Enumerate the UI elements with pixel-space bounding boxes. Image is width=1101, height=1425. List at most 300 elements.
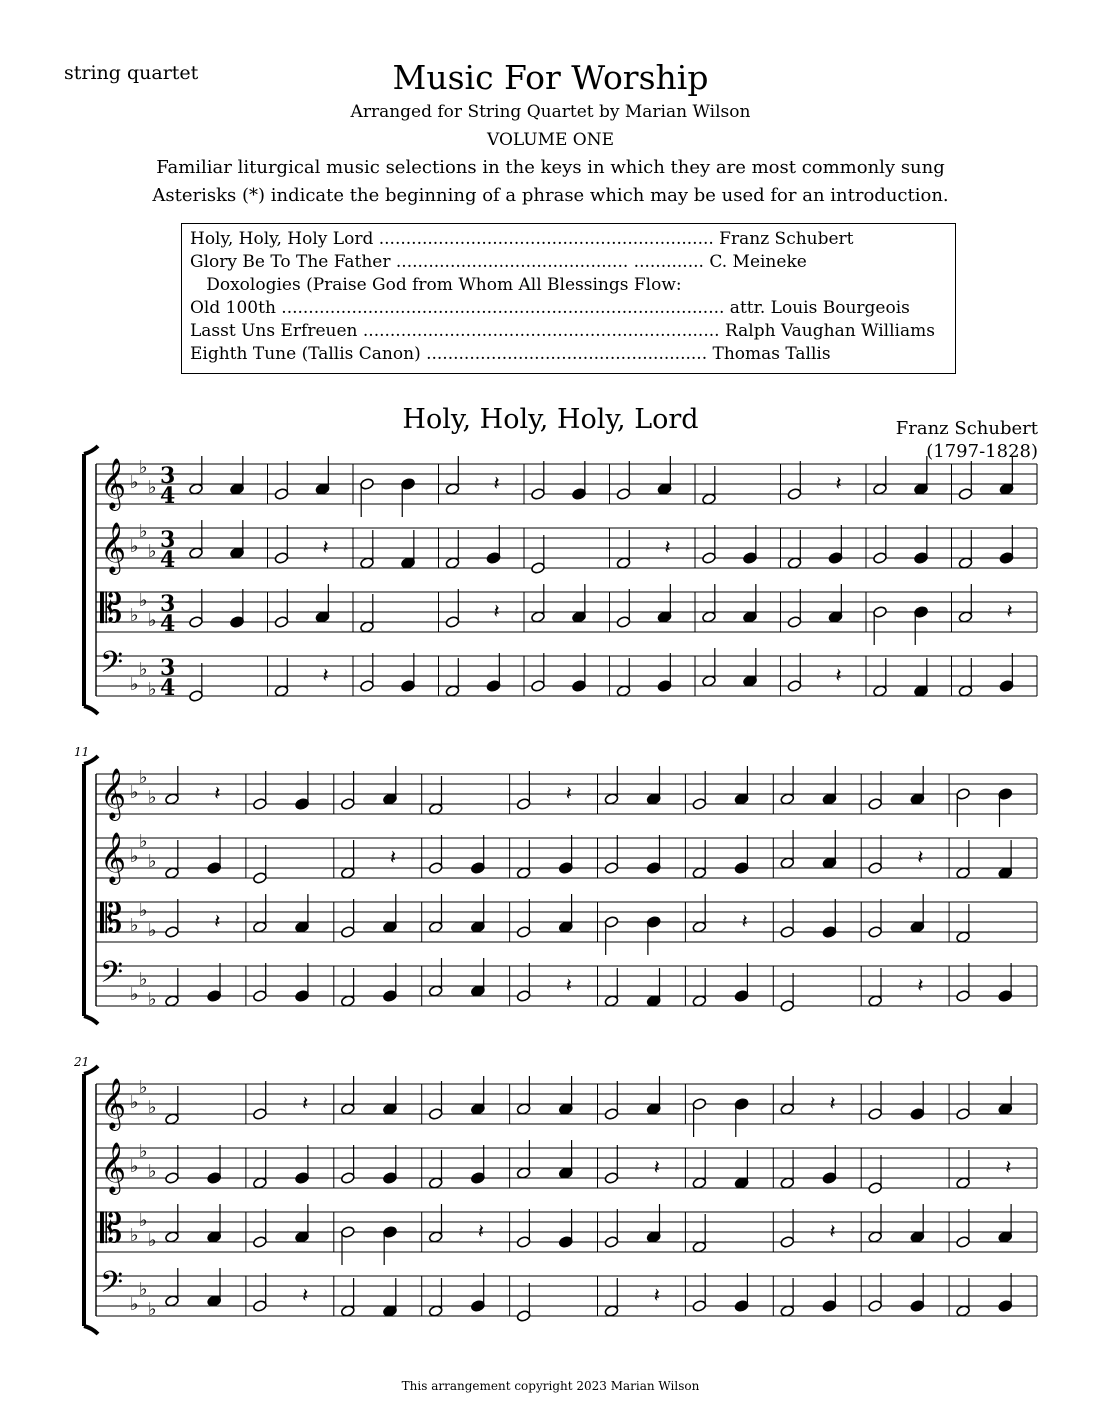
half-note xyxy=(787,488,802,501)
quarter-note xyxy=(743,552,758,565)
half-note xyxy=(445,616,460,629)
half-note xyxy=(428,1305,443,1318)
quarter-note xyxy=(999,483,1014,496)
half-note xyxy=(604,862,619,875)
half-note xyxy=(692,798,707,811)
alto-clef-icon: 𝄡 xyxy=(100,586,123,632)
half-note xyxy=(253,1177,268,1190)
half-note xyxy=(340,995,355,1008)
half-note xyxy=(868,798,883,811)
treble-clef-icon: 𝄞 xyxy=(100,768,127,819)
half-note xyxy=(165,926,180,939)
half-note xyxy=(873,685,888,698)
quarter-note xyxy=(914,685,929,698)
half-note xyxy=(253,1300,268,1313)
quarter-note xyxy=(230,483,245,496)
half-note xyxy=(956,867,971,880)
quarter-note xyxy=(657,680,672,693)
quarter-rest-icon: 𝄽 xyxy=(741,909,748,933)
half-note xyxy=(516,990,531,1003)
toc-entry: Holy, Holy, Holy Lord .............................................................. Franz Schubert xyxy=(190,229,854,249)
half-note xyxy=(428,1108,443,1121)
quarter-note xyxy=(910,1300,925,1313)
half-note xyxy=(780,793,795,806)
flat-sign-icon: ♭ xyxy=(130,536,139,557)
half-note xyxy=(165,1231,180,1244)
half-note xyxy=(780,1103,795,1116)
quarter-note xyxy=(486,680,501,693)
half-note xyxy=(445,483,460,496)
flat-sign-icon: ♭ xyxy=(139,1141,148,1162)
half-note xyxy=(340,1172,355,1185)
half-note xyxy=(692,1300,707,1313)
instrument-label: string quartet xyxy=(64,62,199,84)
flat-sign-icon: ♭ xyxy=(148,1230,157,1251)
quarter-note xyxy=(558,1236,573,1249)
half-note xyxy=(340,798,355,811)
half-note xyxy=(253,1108,268,1121)
flat-sign-icon: ♭ xyxy=(148,920,157,941)
half-note xyxy=(428,803,443,816)
quarter-note xyxy=(558,921,573,934)
half-note xyxy=(360,680,375,693)
flat-sign-icon: ♭ xyxy=(148,477,157,498)
half-note xyxy=(604,995,619,1008)
half-note xyxy=(702,611,717,624)
flat-sign-icon: ♭ xyxy=(148,541,157,562)
quarter-note xyxy=(734,793,749,806)
flat-sign-icon: ♭ xyxy=(130,1092,139,1113)
flat-sign-icon: ♭ xyxy=(139,831,148,852)
half-note xyxy=(516,1103,531,1116)
flat-sign-icon: ♭ xyxy=(130,605,139,626)
treble-clef-icon: 𝄞 xyxy=(100,522,127,573)
half-note xyxy=(692,1098,707,1111)
half-note xyxy=(165,867,180,880)
quarter-note xyxy=(646,995,661,1008)
quarter-note xyxy=(734,1300,749,1313)
quarter-note xyxy=(734,990,749,1003)
flat-sign-icon: ♭ xyxy=(139,1279,148,1300)
half-note xyxy=(360,557,375,570)
half-note xyxy=(445,557,460,570)
half-note xyxy=(340,1226,355,1239)
toc-entry: Lasst Uns Erfreuen .................................................................. Ralph Vaughan Williams xyxy=(190,321,935,341)
quarter-rest-icon: 𝄽 xyxy=(1005,1155,1012,1179)
quarter-note xyxy=(657,611,672,624)
quarter-note xyxy=(471,985,486,998)
quarter-rest-icon: 𝄽 xyxy=(1006,599,1013,623)
quarter-rest-icon: 𝄽 xyxy=(653,1155,660,1179)
quarter-note xyxy=(998,867,1013,880)
half-note xyxy=(702,552,717,565)
quarter-note xyxy=(471,1172,486,1185)
quarter-rest-icon: 𝄽 xyxy=(302,1283,309,1307)
quarter-note xyxy=(998,1300,1013,1313)
quarter-rest-icon: 𝄽 xyxy=(214,781,221,805)
half-note xyxy=(702,675,717,688)
quarter-note xyxy=(295,990,310,1003)
quarter-note xyxy=(558,1167,573,1180)
half-note xyxy=(604,793,619,806)
time-signature-numerator: 3 xyxy=(160,591,176,617)
quarter-note xyxy=(734,1098,749,1111)
quarter-note xyxy=(486,552,501,565)
half-note xyxy=(189,616,204,629)
quarter-note xyxy=(315,611,330,624)
half-note xyxy=(340,867,355,880)
alto-clef-icon: 𝄡 xyxy=(100,896,123,942)
quarter-note xyxy=(230,616,245,629)
time-signature-denominator: 4 xyxy=(160,547,176,573)
quarter-rest-icon: 𝄽 xyxy=(477,1219,485,1243)
half-note xyxy=(165,793,180,806)
quarter-note xyxy=(998,788,1013,801)
quarter-rest-icon: 𝄽 xyxy=(565,781,572,805)
half-note xyxy=(616,685,631,698)
half-note xyxy=(604,1305,619,1318)
quarter-rest-icon: 𝄽 xyxy=(917,973,924,997)
half-note xyxy=(958,488,973,501)
quarter-note xyxy=(822,926,837,939)
half-note xyxy=(604,1236,619,1249)
flat-sign-icon: ♭ xyxy=(139,590,148,611)
quarter-note xyxy=(230,547,245,560)
quarter-rest-icon: 𝄽 xyxy=(829,1091,836,1115)
quarter-note xyxy=(910,921,925,934)
half-note xyxy=(956,1108,971,1121)
quarter-note xyxy=(383,1305,398,1318)
half-note xyxy=(956,1305,971,1318)
time-signature-numerator: 3 xyxy=(160,655,176,681)
quarter-note xyxy=(558,862,573,875)
quarter-note xyxy=(743,611,758,624)
copyright-footer: This arrangement copyright 2023 Marian Wilson xyxy=(401,1379,700,1393)
flat-sign-icon: ♭ xyxy=(148,610,157,631)
quarter-note xyxy=(646,916,661,929)
flat-sign-icon: ♭ xyxy=(130,1294,139,1315)
half-note xyxy=(604,916,619,929)
half-note xyxy=(165,1172,180,1185)
quarter-note xyxy=(295,921,310,934)
flat-sign-icon: ♭ xyxy=(139,1077,148,1098)
time-signature-denominator: 4 xyxy=(160,483,176,509)
flat-sign-icon: ♭ xyxy=(148,1161,157,1182)
quarter-note xyxy=(828,552,843,565)
quarter-rest-icon: 𝄽 xyxy=(302,1091,309,1115)
flat-sign-icon: ♭ xyxy=(148,851,157,872)
half-note xyxy=(516,867,531,880)
treble-clef-icon: 𝄞 xyxy=(100,1142,127,1193)
half-note xyxy=(340,926,355,939)
quarter-note xyxy=(383,1103,398,1116)
half-note xyxy=(360,478,375,491)
quarter-note xyxy=(401,557,416,570)
quarter-rest-icon: 𝄽 xyxy=(389,845,397,869)
flat-sign-icon: ♭ xyxy=(130,846,139,867)
quarter-note xyxy=(207,1231,222,1244)
bar-number: 21 xyxy=(74,1055,90,1069)
quarter-rest-icon: 𝄽 xyxy=(653,1283,660,1307)
bass-clef-icon: 𝄢 xyxy=(100,1266,124,1307)
half-note xyxy=(873,552,888,565)
half-note xyxy=(165,1295,180,1308)
flat-sign-icon: ♭ xyxy=(130,472,139,493)
quarter-note xyxy=(383,793,398,806)
half-note xyxy=(604,1108,619,1121)
quarter-note xyxy=(383,990,398,1003)
quarter-note xyxy=(383,1172,398,1185)
flat-sign-icon: ♭ xyxy=(130,915,139,936)
half-note xyxy=(340,1305,355,1318)
volume-label: VOLUME ONE xyxy=(486,130,615,150)
half-note xyxy=(531,680,546,693)
half-note xyxy=(692,1241,707,1254)
flat-sign-icon: ♭ xyxy=(139,900,148,921)
half-note xyxy=(189,547,204,560)
half-note xyxy=(274,552,289,565)
half-note xyxy=(868,995,883,1008)
quarter-note xyxy=(315,483,330,496)
quarter-rest-icon: 𝄽 xyxy=(565,973,572,997)
half-note xyxy=(274,685,289,698)
quarter-note xyxy=(999,680,1014,693)
treble-clef-icon: 𝄞 xyxy=(100,832,127,883)
quarter-note xyxy=(910,1231,925,1244)
quarter-note xyxy=(295,1231,310,1244)
half-note xyxy=(445,685,460,698)
half-note xyxy=(428,985,443,998)
half-note xyxy=(253,798,268,811)
half-note xyxy=(616,557,631,570)
quarter-note xyxy=(646,1103,661,1116)
bass-clef-icon: 𝄢 xyxy=(100,956,124,997)
half-note xyxy=(780,1236,795,1249)
quarter-note xyxy=(828,611,843,624)
half-note xyxy=(868,1108,883,1121)
half-note xyxy=(780,926,795,939)
half-note xyxy=(516,798,531,811)
half-note xyxy=(787,557,802,570)
quarter-note xyxy=(295,798,310,811)
half-note xyxy=(868,862,883,875)
quarter-note xyxy=(999,552,1014,565)
bar-number: 11 xyxy=(74,745,90,759)
quarter-note xyxy=(734,1177,749,1190)
half-note xyxy=(692,867,707,880)
half-note xyxy=(868,1300,883,1313)
flat-sign-icon: ♭ xyxy=(139,457,148,478)
half-note xyxy=(516,1310,531,1323)
quarter-note xyxy=(914,606,929,619)
flat-sign-icon: ♭ xyxy=(139,767,148,788)
quarter-note xyxy=(822,793,837,806)
quarter-note xyxy=(383,921,398,934)
half-note xyxy=(360,621,375,634)
composer-name: Franz Schubert xyxy=(895,418,1038,439)
half-note xyxy=(873,483,888,496)
flat-sign-icon: ♭ xyxy=(139,521,148,542)
half-note xyxy=(428,1177,443,1190)
half-note xyxy=(780,857,795,870)
quarter-note xyxy=(822,1172,837,1185)
quarter-rest-icon: 𝄽 xyxy=(214,909,221,933)
quarter-rest-icon: 𝄽 xyxy=(322,663,329,687)
toc-entry: Eighth Tune (Tallis Canon) .................................................... Thomas Tallis xyxy=(190,344,831,364)
half-note xyxy=(956,1236,971,1249)
half-note xyxy=(868,1182,883,1195)
half-note xyxy=(531,562,546,575)
quarter-note xyxy=(998,1103,1013,1116)
description-line-2: Asterisks (*) indicate the beginning of a phrase which may be used for an introduction. xyxy=(152,185,949,206)
half-note xyxy=(868,1231,883,1244)
quarter-note xyxy=(207,990,222,1003)
quarter-note xyxy=(295,1172,310,1185)
quarter-note xyxy=(646,862,661,875)
half-note xyxy=(616,616,631,629)
quarter-note xyxy=(998,1231,1013,1244)
quarter-rest-icon: 𝄽 xyxy=(829,1219,836,1243)
half-note xyxy=(956,990,971,1003)
half-note xyxy=(428,1231,443,1244)
quarter-note xyxy=(401,680,416,693)
half-note xyxy=(253,1236,268,1249)
flat-sign-icon: ♭ xyxy=(148,989,157,1010)
time-signature-numerator: 3 xyxy=(160,527,176,553)
half-note xyxy=(531,488,546,501)
flat-sign-icon: ♭ xyxy=(139,1210,148,1231)
half-note xyxy=(780,1000,795,1013)
quarter-rest-icon: 𝄽 xyxy=(493,599,500,623)
quarter-note xyxy=(646,1231,661,1244)
half-note xyxy=(516,926,531,939)
bass-clef-icon: 𝄢 xyxy=(100,646,124,687)
quarter-note xyxy=(558,1103,573,1116)
quarter-rest-icon: 𝄽 xyxy=(493,471,500,495)
half-note xyxy=(958,685,973,698)
time-signature-denominator: 4 xyxy=(160,675,176,701)
quarter-note xyxy=(914,552,929,565)
page-title: Music For Worship xyxy=(392,58,709,97)
toc-entry: Doxologies (Praise God from Whom All Blessings Flow: xyxy=(190,275,682,295)
half-note xyxy=(868,926,883,939)
half-note xyxy=(616,488,631,501)
half-note xyxy=(189,690,204,703)
quarter-note xyxy=(734,862,749,875)
quarter-note xyxy=(471,862,486,875)
half-note xyxy=(958,611,973,624)
flat-sign-icon: ♭ xyxy=(130,674,139,695)
quarter-note xyxy=(743,675,758,688)
half-note xyxy=(787,616,802,629)
quarter-rest-icon: 𝄽 xyxy=(322,535,329,559)
alto-clef-icon: 𝄡 xyxy=(100,1206,123,1252)
flat-sign-icon: ♭ xyxy=(148,1097,157,1118)
quarter-note xyxy=(471,1300,486,1313)
half-note xyxy=(189,483,204,496)
flat-sign-icon: ♭ xyxy=(148,679,157,700)
quarter-rest-icon: 𝄽 xyxy=(835,663,842,687)
arranger-line: Arranged for String Quartet by Marian Wilson xyxy=(350,102,751,122)
half-note xyxy=(531,611,546,624)
toc-entry: Old 100th .................................................................................. attr. Louis Bourgeois xyxy=(190,298,910,318)
half-note xyxy=(692,1177,707,1190)
toc-entry: Glory Be To The Father ........................................... ............. C. Meineke xyxy=(190,252,807,272)
half-note xyxy=(692,921,707,934)
quarter-note xyxy=(646,793,661,806)
half-note xyxy=(702,493,717,506)
half-note xyxy=(428,921,443,934)
description-line-1: Familiar liturgical music selections in the keys in which they are most commonly sung xyxy=(156,157,945,178)
half-note xyxy=(274,488,289,501)
quarter-note xyxy=(998,990,1013,1003)
quarter-note xyxy=(914,483,929,496)
quarter-note xyxy=(910,1108,925,1121)
quarter-note xyxy=(657,483,672,496)
half-note xyxy=(956,931,971,944)
time-signature-numerator: 3 xyxy=(160,463,176,489)
quarter-note xyxy=(471,1103,486,1116)
half-note xyxy=(274,616,289,629)
half-note xyxy=(604,1172,619,1185)
flat-sign-icon: ♭ xyxy=(139,659,148,680)
treble-clef-icon: 𝄞 xyxy=(100,458,127,509)
half-note xyxy=(780,1305,795,1318)
quarter-note xyxy=(572,611,587,624)
quarter-note xyxy=(822,1300,837,1313)
quarter-rest-icon: 𝄽 xyxy=(664,535,671,559)
quarter-note xyxy=(207,1172,222,1185)
half-note xyxy=(956,788,971,801)
half-note xyxy=(165,1113,180,1126)
quarter-note xyxy=(401,478,416,491)
quarter-note xyxy=(207,1295,222,1308)
half-note xyxy=(692,995,707,1008)
flat-sign-icon: ♭ xyxy=(148,1299,157,1320)
half-note xyxy=(165,995,180,1008)
piece-title: Holy, Holy, Holy, Lord xyxy=(402,404,699,435)
flat-sign-icon: ♭ xyxy=(139,969,148,990)
quarter-note xyxy=(822,857,837,870)
quarter-note xyxy=(910,793,925,806)
quarter-note xyxy=(207,862,222,875)
half-note xyxy=(253,872,268,885)
half-note xyxy=(516,1167,531,1180)
composer-dates: (1797-1828) xyxy=(926,441,1038,462)
half-note xyxy=(780,1177,795,1190)
half-note xyxy=(516,1236,531,1249)
half-note xyxy=(253,921,268,934)
quarter-rest-icon: 𝄽 xyxy=(917,845,924,869)
half-note xyxy=(253,990,268,1003)
half-note xyxy=(873,606,888,619)
half-note xyxy=(958,557,973,570)
flat-sign-icon: ♭ xyxy=(130,984,139,1005)
half-note xyxy=(340,1103,355,1116)
quarter-note xyxy=(572,488,587,501)
half-note xyxy=(956,1177,971,1190)
flat-sign-icon: ♭ xyxy=(130,1225,139,1246)
treble-clef-icon: 𝄞 xyxy=(100,1078,127,1129)
flat-sign-icon: ♭ xyxy=(148,787,157,808)
time-signature-denominator: 4 xyxy=(160,611,176,637)
flat-sign-icon: ♭ xyxy=(130,1156,139,1177)
quarter-note xyxy=(471,921,486,934)
flat-sign-icon: ♭ xyxy=(130,782,139,803)
quarter-note xyxy=(572,680,587,693)
quarter-rest-icon: 𝄽 xyxy=(835,471,842,495)
quarter-note xyxy=(383,1226,398,1239)
